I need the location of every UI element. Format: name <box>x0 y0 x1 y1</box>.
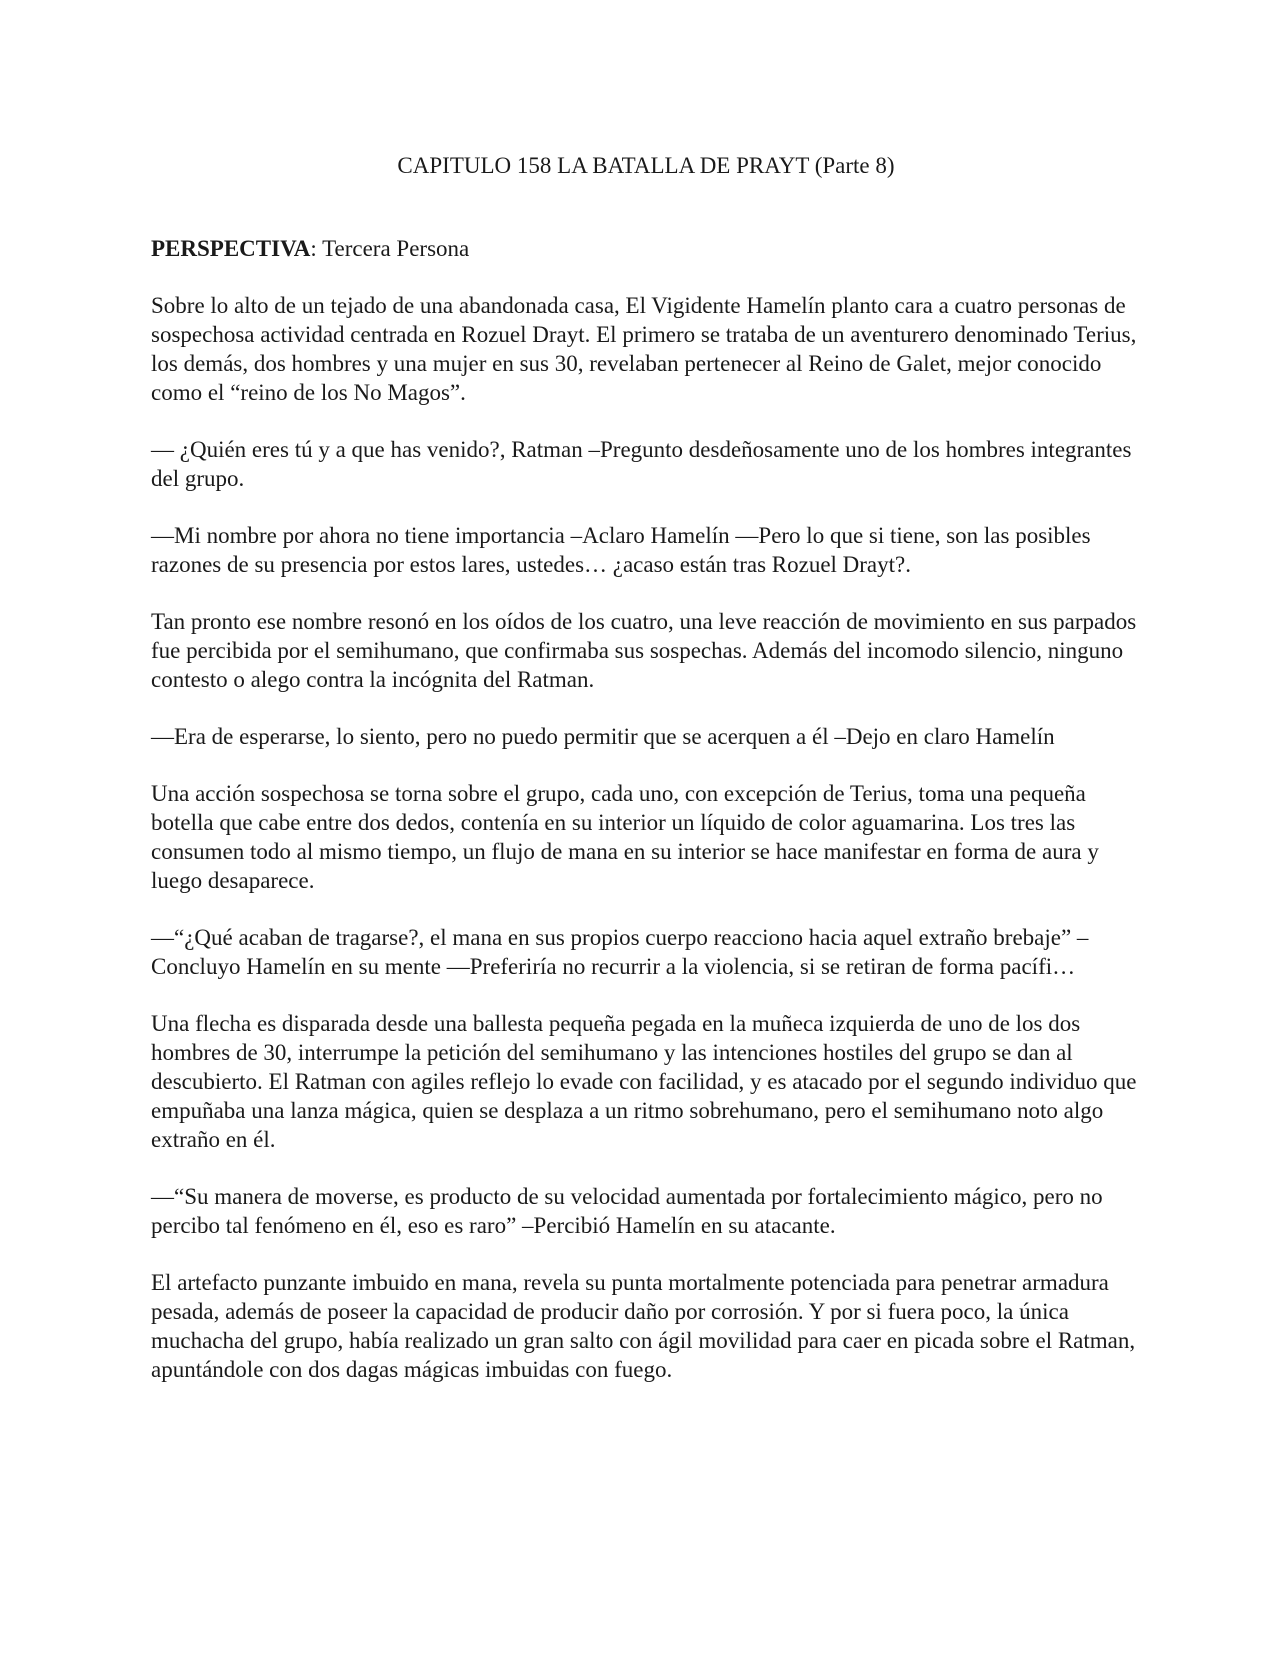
paragraph: Tan pronto ese nombre resonó en los oídos de los cuatro, una leve reacción de movimiento en sus parpados fue percibida por el semihumano, que confirmaba sus sospechas. Además del incomodo silencio, ninguno contesto o alego contra la incógnita del Ratman. <box>151 609 1137 692</box>
paragraph: —Mi nombre por ahora no tiene importancia –Aclaro Hamelín —Pero lo que si tiene, son las posibles razones de su presencia por estos lares, ustedes… ¿acaso están tras Rozuel Drayt?. <box>151 523 1091 577</box>
chapter-title: CAPITULO 158 LA BATALLA DE PRAYT (Parte 8) <box>397 153 895 178</box>
paragraph: —Era de esperarse, lo siento, pero no puedo permitir que se acerquen a él –Dejo en claro Hamelín <box>151 724 1055 749</box>
perspective-value: : Tercera Persona <box>310 236 470 261</box>
paragraph: —“¿Qué acaban de tragarse?, el mana en sus propios cuerpo reacciono hacia aquel extraño brebaje” –Concluyo Hamelín en su mente —Preferiría no recurrir a la violencia, si se retiran de forma pacífi… <box>151 925 1089 979</box>
perspective-line <box>151 234 1141 263</box>
paragraph: Sobre lo alto de un tejado de una abandonada casa, El Vigidente Hamelín planto cara a cuatro personas de sospechosa actividad centrada en Rozuel Drayt. El primero se trataba de un aventurero denominado Terius, los demás, dos hombres y una mujer en sus 30, revelaban pertenecer al Reino de Galet, mejor conocido como el “reino de los No Magos”. <box>151 293 1137 405</box>
paragraph: — ¿Quién eres tú y a que has venido?, Ratman –Pregunto desdeñosamente uno de los hombres integrantes del grupo. <box>151 437 1132 491</box>
paragraph: —“Su manera de moverse, es producto de su velocidad aumentada por fortalecimiento mágico, pero no percibo tal fenómeno en él, eso es raro” –Percibió Hamelín en su atacante. <box>151 1184 1103 1238</box>
paragraph: El artefacto punzante imbuido en mana, revela su punta mortalmente potenciada para penetrar armadura pesada, además de poseer la capacidad de producir daño por corrosión. Y por si fuera poco, la única muchacha del grupo, había realizado un gran salto con ágil movilidad para caer en picada sobre el Ratman, apuntándole con dos dagas mágicas imbuidas con fuego. <box>151 1270 1136 1382</box>
paragraph: Una flecha es disparada desde una ballesta pequeña pegada en la muñeca izquierda de uno de los dos hombres de 30, interrumpe la petición del semihumano y las intenciones hostiles del grupo se dan al descubierto. El Ratman con agiles reflejo lo evade con facilidad, y es atacado por el segundo individuo que empuñaba una lanza mágica, quien se desplaza a un ritmo sobrehumano, pero el semihumano noto algo extraño en él. <box>151 1011 1137 1152</box>
document-page <box>151 150 1141 1412</box>
perspective-label: PERSPECTIVA <box>151 236 311 261</box>
paragraph: Una acción sospechosa se torna sobre el grupo, cada uno, con excepción de Terius, toma una pequeña botella que cabe entre dos dedos, contenía en su interior un líquido de color aguamarina. Los tres las consumen todo al mismo tiempo, un flujo de mana en su interior se hace manifestar en forma de aura y luego desaparece. <box>151 781 1099 893</box>
